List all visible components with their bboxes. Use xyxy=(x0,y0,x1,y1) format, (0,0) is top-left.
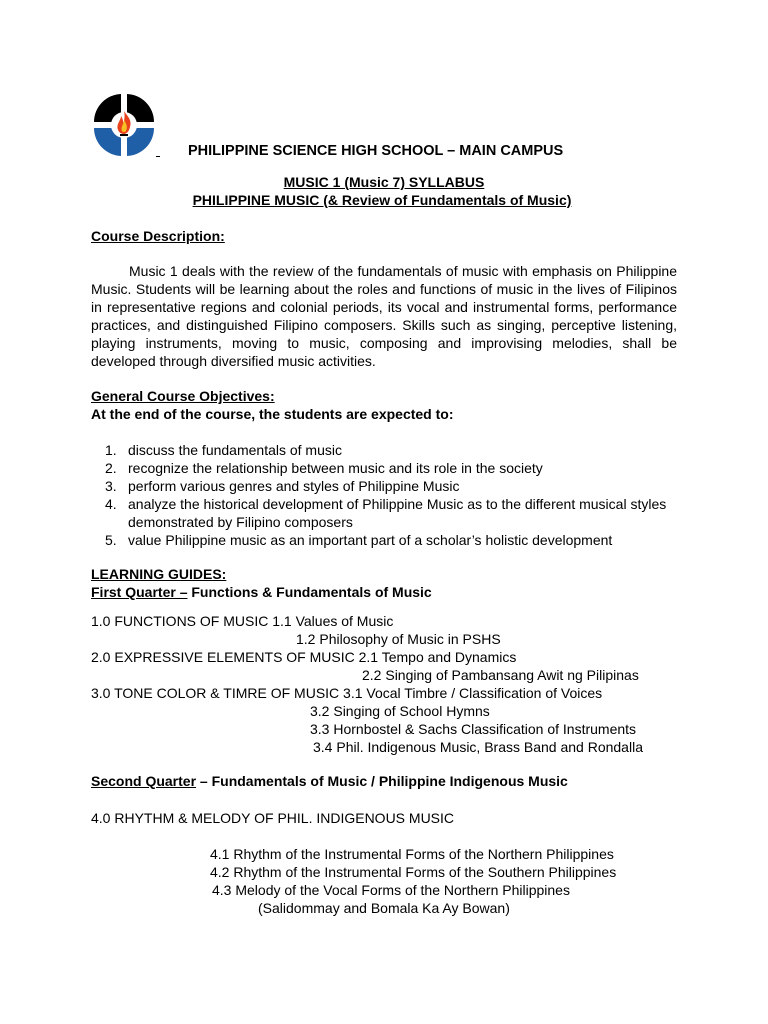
second-quarter-heading xyxy=(91,773,568,789)
second-quarter-title: – Fundamentals of Music / Philippine Indigenous Music xyxy=(196,773,568,789)
guide-line: 2.2 Singing of Pambansang Awit ng Pilipinas xyxy=(362,667,639,683)
guide-line: 3.3 Hornbostel & Sachs Classification of Instruments xyxy=(310,721,637,737)
syllabus-title: MUSIC 1 (Music 7) SYLLABUS xyxy=(283,174,485,190)
guide-line: 3.4 Phil. Indigenous Music, Brass Band and Rondalla xyxy=(313,739,643,755)
guide-line: 4.2 Rhythm of the Instrumental Forms of the Southern Philippines xyxy=(210,864,617,880)
list-number: 1. xyxy=(105,442,117,458)
list-item xyxy=(91,531,679,549)
guide-line: 4.0 RHYTHM & MELODY OF PHIL. INDIGENOUS MUSIC xyxy=(91,810,455,826)
logo-underline xyxy=(156,156,160,157)
first-quarter-label: First Quarter – xyxy=(91,584,188,600)
list-text: discuss the fundamentals of music xyxy=(128,442,342,458)
learning-guides-heading-text: LEARNING GUIDES: xyxy=(91,566,227,582)
course-description-heading xyxy=(91,228,225,244)
objectives-heading xyxy=(91,388,275,404)
list-item xyxy=(91,477,679,495)
guide-line: 3.2 Singing of School Hymns xyxy=(310,703,490,719)
guide-line: 1.0 FUNCTIONS OF MUSIC 1.1 Values of Music xyxy=(91,613,394,629)
guide-line: 3.0 TONE COLOR & TIMRE OF MUSIC 3.1 Vocal Timbre / Classification of Voices xyxy=(91,685,603,701)
first-quarter-heading xyxy=(91,584,432,600)
list-text: perform various genres and styles of Philippine Music xyxy=(128,478,460,494)
list-text: value Philippine music as an important part of a scholar’s holistic development xyxy=(128,532,613,548)
list-text: analyze the historical development of Philippine Music as to the different musical styles demonstrated by Filipino composers xyxy=(128,496,667,530)
school-name: PHILIPPINE SCIENCE HIGH SCHOOL – MAIN CAMPUS xyxy=(188,143,564,159)
list-item xyxy=(91,459,679,477)
guide-line: 2.0 EXPRESSIVE ELEMENTS OF MUSIC 2.1 Tempo and Dynamics xyxy=(91,649,517,665)
syllabus-subtitle: PHILIPPINE MUSIC (& Review of Fundamentals of Music) xyxy=(192,192,572,208)
guide-line: 4.3 Melody of the Vocal Forms of the Northern Philippines xyxy=(212,882,570,898)
pshs-seal-icon xyxy=(92,92,156,158)
objectives-heading-text: General Course Objectives: xyxy=(91,388,275,404)
list-number: 2. xyxy=(105,460,117,476)
course-description-body: Music 1 deals with the review of the fundamentals of music with emphasis on Philippine Music. Students will be learning about the roles and functions of music in the lives of Filipinos in representative regions and colonial periods, its vocal and instrumental forms, performance practices, and distinguished Filipino composers. Skills such as singing, perceptive listening, playing instruments, moving to music, composing and improvising melodies, shall be developed through diversified music activities. xyxy=(91,263,677,369)
list-number: 5. xyxy=(105,532,117,548)
list-item xyxy=(91,441,679,459)
objectives-intro: At the end of the course, the students are expected to: xyxy=(91,406,454,422)
list-number: 3. xyxy=(105,478,117,494)
objectives-list xyxy=(91,441,679,549)
guide-line: 4.1 Rhythm of the Instrumental Forms of the Northern Philippines xyxy=(210,846,614,862)
guide-line: (Salidommay and Bomala Ka Ay Bowan) xyxy=(258,900,510,916)
list-text: recognize the relationship between music and its role in the society xyxy=(128,460,543,476)
first-quarter-title: Functions & Fundamentals of Music xyxy=(187,584,432,600)
course-description-heading-text: Course Description: xyxy=(91,228,225,244)
second-quarter-label: Second Quarter xyxy=(91,773,197,789)
list-number: 4. xyxy=(105,496,117,512)
list-item xyxy=(91,495,679,531)
learning-guides-heading xyxy=(91,566,226,582)
guide-line: 1.2 Philosophy of Music in PSHS xyxy=(296,631,501,647)
